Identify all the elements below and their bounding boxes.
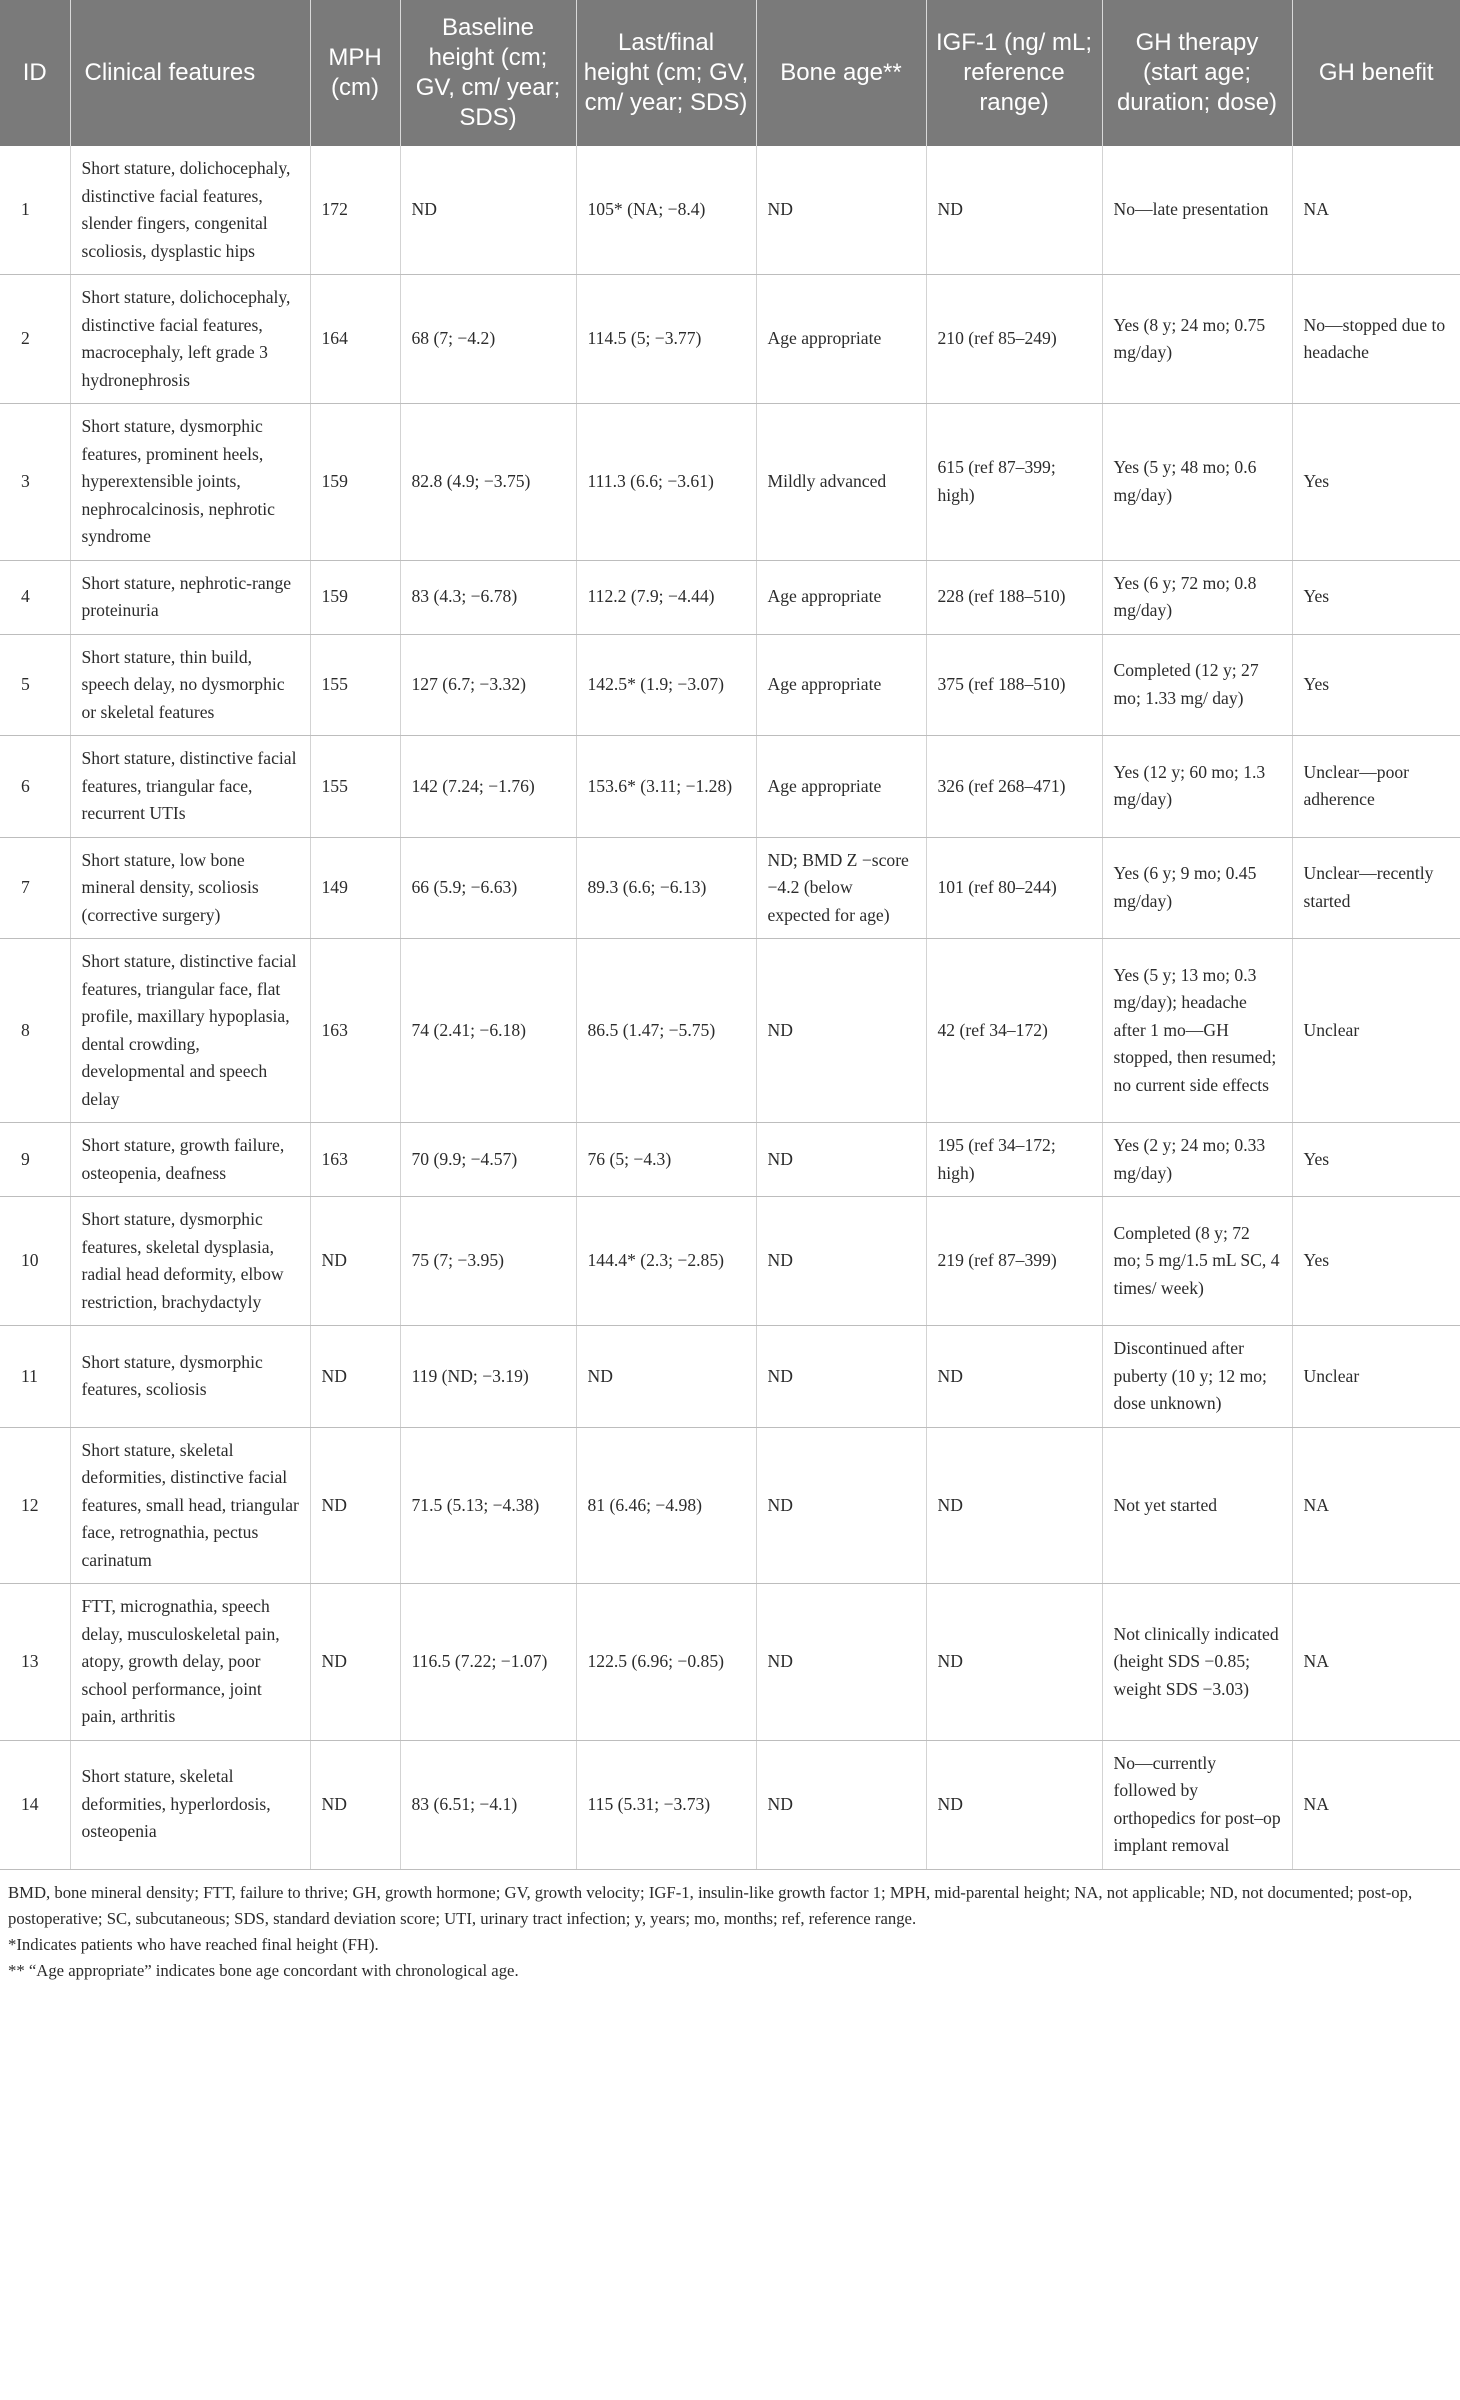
cell-gh-therapy: Yes (8 y; 24 mo; 0.75 mg/day) (1102, 275, 1292, 404)
cell-gh-therapy: Yes (6 y; 72 mo; 0.8 mg/day) (1102, 560, 1292, 634)
cell-id: 10 (0, 1197, 70, 1326)
cell-gh-therapy: No—currently followed by orthopedics for post–op implant removal (1102, 1740, 1292, 1869)
cell-id: 12 (0, 1427, 70, 1584)
cell-clinical-features: FTT, micrognathia, speech delay, musculoskeletal pain, atopy, growth delay, poor school performance, joint pain, arthritis (70, 1584, 310, 1741)
cell-mph: 149 (310, 837, 400, 939)
cell-mph: 155 (310, 736, 400, 838)
cell-baseline-height: 116.5 (7.22; −1.07) (400, 1584, 576, 1741)
header-clinical-features: Clinical features (70, 0, 310, 146)
cell-id: 9 (0, 1123, 70, 1197)
cell-clinical-features: Short stature, distinctive facial features, triangular face, flat profile, maxillary hypoplasia, dental crowding, developmental and speech delay (70, 939, 310, 1123)
table-row (0, 404, 1460, 561)
cell-mph: 163 (310, 939, 400, 1123)
cell-igf1: 615 (ref 87–399; high) (926, 404, 1102, 561)
cell-gh-therapy: Yes (2 y; 24 mo; 0.33 mg/day) (1102, 1123, 1292, 1197)
table-row (0, 1123, 1460, 1197)
header-baseline-height: Baseline height (cm; GV, cm/ year; SDS) (400, 0, 576, 146)
table-row (0, 1326, 1460, 1428)
cell-gh-benefit: Yes (1292, 560, 1460, 634)
cell-bone-age: ND (756, 1197, 926, 1326)
cell-clinical-features: Short stature, growth failure, osteopenia, deafness (70, 1123, 310, 1197)
cell-final-height: 111.3 (6.6; −3.61) (576, 404, 756, 561)
cell-igf1: ND (926, 146, 1102, 275)
cell-igf1: 228 (ref 188–510) (926, 560, 1102, 634)
cell-final-height: 122.5 (6.96; −0.85) (576, 1584, 756, 1741)
cell-id: 3 (0, 404, 70, 561)
cell-bone-age: Mildly advanced (756, 404, 926, 561)
cell-gh-benefit: Yes (1292, 404, 1460, 561)
cell-igf1: 219 (ref 87–399) (926, 1197, 1102, 1326)
cell-mph: 164 (310, 275, 400, 404)
cell-bone-age: Age appropriate (756, 275, 926, 404)
cell-mph: ND (310, 1427, 400, 1584)
header-gh-therapy: GH therapy (start age; duration; dose) (1102, 0, 1292, 146)
table-footnotes (0, 1870, 1460, 1984)
cell-igf1: 195 (ref 34–172; high) (926, 1123, 1102, 1197)
cell-bone-age: Age appropriate (756, 634, 926, 736)
cell-mph: 163 (310, 1123, 400, 1197)
cell-baseline-height: 83 (6.51; −4.1) (400, 1740, 576, 1869)
table-header (0, 0, 1460, 146)
footnote-final-height: *Indicates patients who have reached final height (FH). (8, 1934, 379, 1954)
cell-gh-benefit: Yes (1292, 634, 1460, 736)
cell-baseline-height: 71.5 (5.13; −4.38) (400, 1427, 576, 1584)
cell-id: 6 (0, 736, 70, 838)
table-row (0, 1584, 1460, 1741)
cell-gh-therapy: Completed (8 y; 72 mo; 5 mg/1.5 mL SC, 4 times/ week) (1102, 1197, 1292, 1326)
cell-mph: 172 (310, 146, 400, 275)
cell-final-height: 105* (NA; −8.4) (576, 146, 756, 275)
cell-gh-benefit: No—stopped due to headache (1292, 275, 1460, 404)
cell-baseline-height: 66 (5.9; −6.63) (400, 837, 576, 939)
cell-gh-benefit: Yes (1292, 1197, 1460, 1326)
cell-baseline-height: 142 (7.24; −1.76) (400, 736, 576, 838)
footnote-abbreviations: BMD, bone mineral density; FTT, failure to thrive; GH, growth hormone; GV, growth velocity; IGF-1, insulin-like growth factor 1; MPH, mid-parental height; NA, not applicable; ND, not documented; post-op, postoperative; SC, subcutaneous; SDS, standard deviation score; UTI, urinary tract infection; y, years; mo, months; ref, reference range. (8, 1882, 1413, 1928)
cell-gh-benefit: Unclear (1292, 1326, 1460, 1428)
cell-id: 7 (0, 837, 70, 939)
cell-clinical-features: Short stature, dysmorphic features, scoliosis (70, 1326, 310, 1428)
cell-mph: 159 (310, 560, 400, 634)
cell-baseline-height: 127 (6.7; −3.32) (400, 634, 576, 736)
cell-gh-therapy: No—late presentation (1102, 146, 1292, 275)
cell-igf1: 42 (ref 34–172) (926, 939, 1102, 1123)
cell-mph: ND (310, 1740, 400, 1869)
cell-final-height: 86.5 (1.47; −5.75) (576, 939, 756, 1123)
table-row (0, 939, 1460, 1123)
header-id: ID (0, 0, 70, 146)
cell-final-height: 142.5* (1.9; −3.07) (576, 634, 756, 736)
header-igf1: IGF-1 (ng/ mL; reference range) (926, 0, 1102, 146)
cell-igf1: ND (926, 1740, 1102, 1869)
cell-baseline-height: 119 (ND; −3.19) (400, 1326, 576, 1428)
cell-bone-age: ND (756, 1123, 926, 1197)
cell-final-height: ND (576, 1326, 756, 1428)
cell-gh-benefit: Unclear—poor adherence (1292, 736, 1460, 838)
cell-bone-age: ND (756, 1427, 926, 1584)
cell-gh-benefit: Unclear (1292, 939, 1460, 1123)
table-row (0, 1197, 1460, 1326)
header-final-height: Last/final height (cm; GV, cm/ year; SDS) (576, 0, 756, 146)
cell-gh-therapy: Yes (6 y; 9 mo; 0.45 mg/day) (1102, 837, 1292, 939)
cell-bone-age: ND (756, 939, 926, 1123)
cell-gh-therapy: Not clinically indicated (height SDS −0.85; weight SDS −3.03) (1102, 1584, 1292, 1741)
cell-id: 13 (0, 1584, 70, 1741)
cell-gh-benefit: NA (1292, 1427, 1460, 1584)
cell-final-height: 81 (6.46; −4.98) (576, 1427, 756, 1584)
cell-clinical-features: Short stature, distinctive facial features, triangular face, recurrent UTIs (70, 736, 310, 838)
cell-baseline-height: 70 (9.9; −4.57) (400, 1123, 576, 1197)
cell-gh-therapy: Yes (5 y; 13 mo; 0.3 mg/day); headache after 1 mo—GH stopped, then resumed; no current side effects (1102, 939, 1292, 1123)
cell-clinical-features: Short stature, dolichocephaly, distinctive facial features, macrocephaly, left grade 3 hydronephrosis (70, 275, 310, 404)
cell-bone-age: ND; BMD Z −score −4.2 (below expected for age) (756, 837, 926, 939)
cell-clinical-features: Short stature, skeletal deformities, distinctive facial features, small head, triangular face, retrognathia, pectus carinatum (70, 1427, 310, 1584)
cell-gh-benefit: NA (1292, 146, 1460, 275)
cell-id: 1 (0, 146, 70, 275)
cell-id: 14 (0, 1740, 70, 1869)
cell-igf1: 101 (ref 80–244) (926, 837, 1102, 939)
cell-mph: ND (310, 1326, 400, 1428)
cell-baseline-height: 75 (7; −3.95) (400, 1197, 576, 1326)
header-gh-benefit: GH benefit (1292, 0, 1460, 146)
cell-gh-benefit: NA (1292, 1740, 1460, 1869)
cell-baseline-height: 83 (4.3; −6.78) (400, 560, 576, 634)
header-bone-age: Bone age** (756, 0, 926, 146)
cell-baseline-height: 68 (7; −4.2) (400, 275, 576, 404)
cell-igf1: 375 (ref 188–510) (926, 634, 1102, 736)
cell-clinical-features: Short stature, dysmorphic features, skeletal dysplasia, radial head deformity, elbow restriction, brachydactyly (70, 1197, 310, 1326)
cell-clinical-features: Short stature, skeletal deformities, hyperlordosis, osteopenia (70, 1740, 310, 1869)
cell-baseline-height: 74 (2.41; −6.18) (400, 939, 576, 1123)
table-row (0, 837, 1460, 939)
cell-bone-age: ND (756, 146, 926, 275)
cell-bone-age: ND (756, 1740, 926, 1869)
cell-mph: ND (310, 1197, 400, 1326)
cell-clinical-features: Short stature, thin build, speech delay, no dysmorphic or skeletal features (70, 634, 310, 736)
table-row (0, 634, 1460, 736)
cell-clinical-features: Short stature, dolichocephaly, distinctive facial features, slender fingers, congenital scoliosis, dysplastic hips (70, 146, 310, 275)
cell-bone-age: ND (756, 1584, 926, 1741)
cell-id: 5 (0, 634, 70, 736)
table-row (0, 736, 1460, 838)
cell-gh-therapy: Not yet started (1102, 1427, 1292, 1584)
cell-igf1: ND (926, 1326, 1102, 1428)
cell-final-height: 112.2 (7.9; −4.44) (576, 560, 756, 634)
cell-gh-benefit: Unclear—recently started (1292, 837, 1460, 939)
cell-clinical-features: Short stature, dysmorphic features, prominent heels, hyperextensible joints, nephrocalcinosis, nephrotic syndrome (70, 404, 310, 561)
header-mph: MPH (cm) (310, 0, 400, 146)
cell-igf1: 326 (ref 268–471) (926, 736, 1102, 838)
cell-igf1: ND (926, 1427, 1102, 1584)
footnote-bone-age: ** “Age appropriate” indicates bone age concordant with chronological age. (8, 1960, 519, 1980)
cell-clinical-features: Short stature, nephrotic-range proteinuria (70, 560, 310, 634)
cell-final-height: 76 (5; −4.3) (576, 1123, 756, 1197)
table-row (0, 1427, 1460, 1584)
cell-bone-age: Age appropriate (756, 560, 926, 634)
table-row (0, 1740, 1460, 1869)
cell-gh-therapy: Completed (12 y; 27 mo; 1.33 mg/ day) (1102, 634, 1292, 736)
cell-id: 2 (0, 275, 70, 404)
cell-final-height: 144.4* (2.3; −2.85) (576, 1197, 756, 1326)
cell-clinical-features: Short stature, low bone mineral density, scoliosis (corrective surgery) (70, 837, 310, 939)
cell-igf1: ND (926, 1584, 1102, 1741)
table-row (0, 146, 1460, 275)
header-row (0, 0, 1460, 146)
cell-gh-therapy: Yes (12 y; 60 mo; 1.3 mg/day) (1102, 736, 1292, 838)
cell-gh-benefit: Yes (1292, 1123, 1460, 1197)
cell-bone-age: ND (756, 1326, 926, 1428)
cell-final-height: 114.5 (5; −3.77) (576, 275, 756, 404)
table-body (0, 146, 1460, 1869)
cell-id: 4 (0, 560, 70, 634)
cell-igf1: 210 (ref 85–249) (926, 275, 1102, 404)
cell-baseline-height: ND (400, 146, 576, 275)
cell-mph: 155 (310, 634, 400, 736)
cell-mph: ND (310, 1584, 400, 1741)
cell-gh-therapy: Discontinued after puberty (10 y; 12 mo; dose unknown) (1102, 1326, 1292, 1428)
table-row (0, 275, 1460, 404)
cell-mph: 159 (310, 404, 400, 561)
cell-id: 8 (0, 939, 70, 1123)
cell-final-height: 153.6* (3.11; −1.28) (576, 736, 756, 838)
table-row (0, 560, 1460, 634)
cell-final-height: 115 (5.31; −3.73) (576, 1740, 756, 1869)
cell-gh-benefit: NA (1292, 1584, 1460, 1741)
cell-bone-age: Age appropriate (756, 736, 926, 838)
cell-baseline-height: 82.8 (4.9; −3.75) (400, 404, 576, 561)
cell-id: 11 (0, 1326, 70, 1428)
cell-gh-therapy: Yes (5 y; 48 mo; 0.6 mg/day) (1102, 404, 1292, 561)
cell-final-height: 89.3 (6.6; −6.13) (576, 837, 756, 939)
